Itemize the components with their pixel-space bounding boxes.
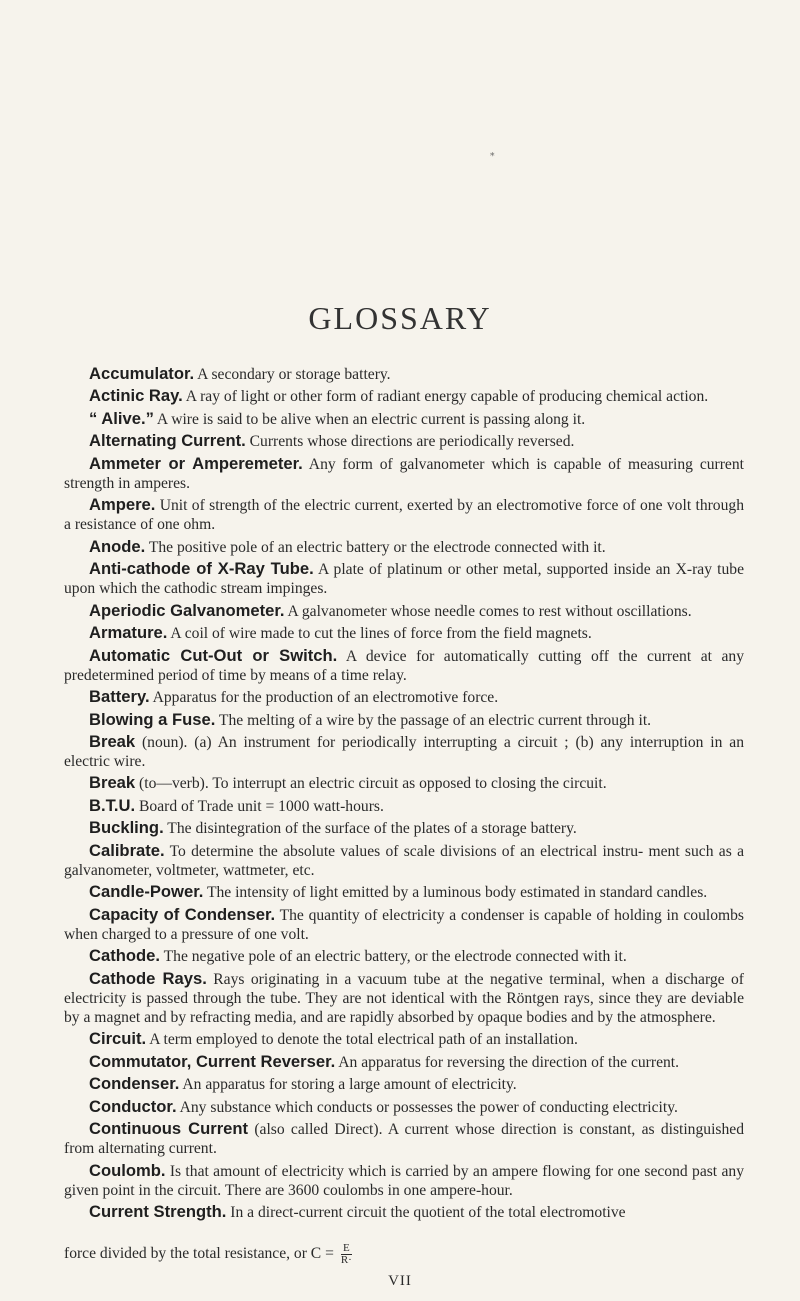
glossary-term: B.T.U. [89, 795, 136, 815]
glossary-definition: (noun). (a) An instrument for periodically interrupting a circuit ; (b) any interruption in an electric wire. [64, 733, 744, 771]
glossary-entry [64, 687, 744, 707]
glossary-entry [64, 559, 744, 598]
glossary-term: Current Strength. [89, 1202, 227, 1222]
glossary-definition: A galvanometer whose needle comes to rest without oscillations. [284, 602, 692, 620]
glossary-definition: The negative pole of an electric battery, or the electrode connected with it. [160, 948, 627, 966]
glossary-term: Aperiodic Galvanometer. [89, 600, 285, 620]
glossary-term: Calibrate. [89, 840, 165, 860]
glossary-definition: Is that amount of electricity which is carried by an ampere flowing for one second past any given point in the circuit. There are 3600 coulombs in one ampere-hour. [64, 1162, 744, 1199]
glossary-definition: Apparatus for the production of an electromotive force. [149, 689, 499, 707]
glossary-definition: Unit of strength of the electric current, exerted by an electromotive force of one volt through a resistance of one ohm. [64, 497, 744, 534]
glossary-entry [64, 495, 744, 534]
glossary-term: Break [89, 773, 136, 793]
glossary-entry [64, 946, 744, 966]
glossary-definition: A secondary or storage battery. [194, 366, 391, 383]
glossary-entry [64, 882, 744, 902]
glossary-definition: Board of Trade unit = 1000 watt-hours. [135, 797, 384, 815]
glossary-term: Continuous Current [89, 1118, 249, 1138]
page-mark: * [490, 152, 495, 162]
fraction-numerator: E [341, 1243, 352, 1255]
glossary-term: Automatic Cut-Out or Switch. [89, 645, 338, 665]
glossary-entry [64, 905, 744, 944]
glossary-term: Armature. [89, 623, 168, 643]
glossary-term: Battery. [89, 687, 150, 707]
glossary-definition: The quantity of electricity a condenser is capable of holding in coulombs when charged to a pressure of one volt. [64, 906, 745, 943]
glossary-definition: A wire is said to be alive when an electric current is passing along it. [153, 410, 586, 428]
glossary-entry [64, 796, 744, 816]
glossary-entry [64, 537, 744, 557]
glossary-definition: An apparatus for reversing the direction of the current. [335, 1053, 680, 1071]
glossary-entry [64, 409, 744, 429]
glossary-term: Accumulator. [89, 364, 195, 383]
glossary-term: Break [89, 731, 136, 751]
glossary-term: Candle-Power. [89, 882, 204, 902]
glossary-term: Capacity of Condenser. [89, 904, 276, 924]
glossary-definition: An apparatus for storing a large amount of electricity. [179, 1076, 517, 1094]
glossary-entry [64, 601, 744, 621]
glossary-definition: (also called Direct). A current whose direction is constant, as distinguished from alternating current. [64, 1120, 744, 1158]
glossary-definition: A coil of wire made to cut the lines of force from the field magnets. [167, 625, 592, 643]
glossary-entry [64, 623, 744, 643]
glossary-term: Actinic Ray. [89, 386, 183, 406]
continuation-text: force divided by the total resistance, or C = [64, 1245, 334, 1263]
glossary-term: Commutator, Current Reverser. [89, 1051, 336, 1071]
fraction-denominator: R· [340, 1254, 352, 1266]
glossary-definition: In a direct-current circuit the quotient of the total electromotive [226, 1204, 626, 1222]
glossary-entry [64, 969, 744, 1028]
glossary-definition: Currents whose directions are periodically reversed. [245, 433, 575, 451]
glossary-definition: To determine the absolute values of scale divisions of an electrical instru- ment such as a galvanometer, voltmeter, wattmeter, etc. [64, 842, 744, 879]
glossary-entry [64, 1119, 744, 1158]
glossary-entry [64, 646, 744, 685]
glossary-list [64, 364, 744, 1225]
glossary-entry [64, 773, 744, 793]
glossary-definition: The melting of a wire by the passage of an electric current through it. [215, 711, 652, 729]
glossary-term: Buckling. [89, 818, 164, 838]
glossary-entry [64, 1052, 744, 1072]
glossary-entry [64, 732, 744, 771]
glossary-term: Cathode Rays. [89, 968, 207, 988]
glossary-term: Condenser. [89, 1074, 180, 1094]
glossary-term: “ Alive.” [89, 408, 154, 428]
continuation-line [64, 1243, 744, 1266]
glossary-entry [64, 1029, 744, 1049]
glossary-entry [64, 1202, 744, 1222]
glossary-definition: A term employed to denote the total electrical path of an installation. [146, 1031, 578, 1049]
glossary-term: Ampere. [89, 495, 156, 515]
glossary-definition: The positive pole of an electric battery or the electrode connected with it. [145, 538, 606, 556]
glossary-term: Circuit. [89, 1029, 147, 1049]
glossary-definition: A plate of platinum or other metal, supported inside an X-ray tube upon which the cathodic stream impinges. [64, 561, 744, 598]
glossary-entry [64, 1161, 744, 1200]
glossary-term: Conductor. [89, 1096, 177, 1116]
glossary-definition: A device for automatically cutting off the current at any predetermined period of time by means of a time relay. [64, 647, 744, 684]
page-number: VII [388, 1273, 412, 1289]
glossary-term: Ammeter or Amperemeter. [89, 453, 303, 473]
glossary-term: Alternating Current. [89, 431, 246, 451]
glossary-entry [64, 710, 744, 730]
glossary-term: Blowing a Fuse. [89, 709, 216, 729]
glossary-entry [64, 431, 744, 451]
glossary-definition: (to—verb). To interrupt an electric circuit as opposed to closing the circuit. [135, 775, 607, 793]
glossary-definition: A ray of light or other form of radiant energy capable of producing chemical action. [182, 388, 709, 406]
glossary-entry [64, 1074, 744, 1094]
glossary-definition: Rays originating in a vacuum tube at the negative terminal, when a discharge of electricity is passed through the tube. They are not identical with the Röntgen rays, since they are deviable by a magnet and by refracting media, and are rapidly absorbed by opaque bodies and by the atmosphere. [64, 970, 744, 1027]
glossary-entry [64, 386, 744, 406]
glossary-definition: Any form of galvanometer which is capable of measuring current strength in amperes. [64, 455, 744, 492]
glossary-entry [64, 364, 744, 384]
page-title: GLOSSARY [308, 300, 492, 336]
glossary-term: Cathode. [89, 946, 160, 966]
glossary-term: Anti-cathode of X-Ray Tube. [89, 559, 314, 579]
glossary-definition: Any substance which conducts or possesses the power of conducting electricity. [176, 1098, 678, 1116]
glossary-term: Anode. [89, 536, 146, 556]
glossary-entry [64, 841, 744, 880]
glossary-entry [64, 454, 744, 493]
glossary-term: Coulomb. [89, 1160, 166, 1180]
glossary-definition: The intensity of light emitted by a luminous body estimated in standard candles. [203, 884, 708, 902]
glossary-definition: The disintegration of the surface of the plates of a storage battery. [163, 820, 577, 838]
glossary-entry [64, 818, 744, 838]
formula-fraction [341, 1243, 352, 1266]
glossary-entry [64, 1097, 744, 1117]
